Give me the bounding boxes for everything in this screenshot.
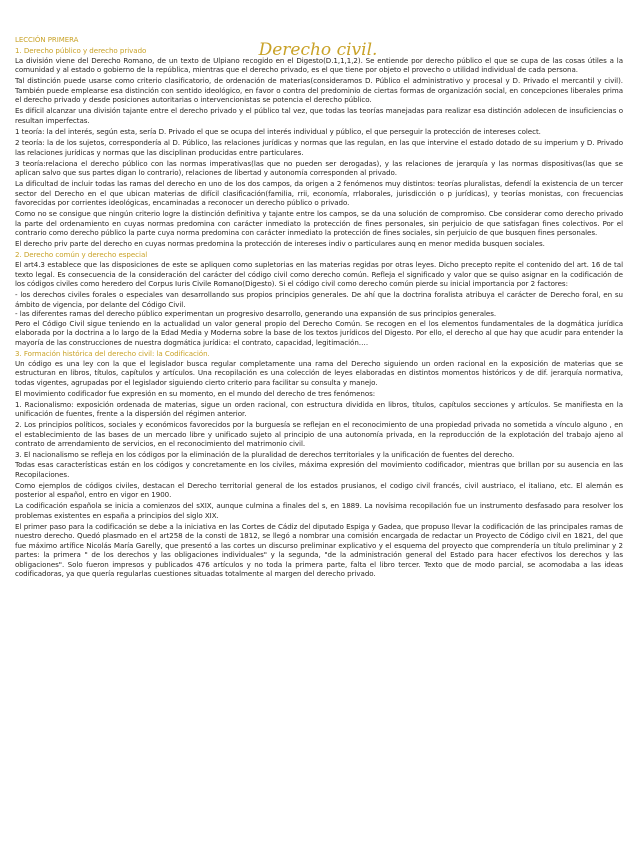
paragraph: La división viene del Derecho Romano, de un texto de Ulpiano recogido en el Digesto(D.1,1,1,2). Se entiende por derecho público el que se cupa de las cosas útiles a la comunidad y al estado o gobierno de la república, mientras que el derecho privado, es el que tiene por objeto el provecho o utilidad individual de cada persona.	[15, 55, 623, 75]
paragraph: - los derechos civiles forales o especiales van desarrollando sus propios principios generales. De ahí que la doctrina foralista atribuya el carácter de Derecho foral, en su ámbito de vigencia, por delante del Código Civil.	[15, 290, 623, 309]
lesson-heading: LECCIÓN PRIMERA	[15, 36, 79, 44]
section-heading-2: 2. Derecho común y derecho especial	[15, 250, 148, 260]
section-heading-1: 1. Derecho público y derecho privado	[15, 46, 147, 56]
paragraph: 2. Los principios políticos, sociales y económicos favorecidos por la burguesía se reflejan en el reconocimiento de una propiedad privada no sometida a vínculo alguno , en el establecimiento de las bases de un mercado libre y unificado sujeto al principio de una autonomía privada, en la reproducción de la explotación del trabajo ajeno al contrato de arrendamiento de servicios, en el reconocimiento del matrimonio civil.	[15, 420, 623, 449]
paragraph: El derecho priv parte del derecho en cuyas normas predomina la protección de intereses indiv o particulares aunq en menor medida busquen sociales.	[15, 239, 545, 249]
paragraph: El primer paso para la codificación se debe a la iniciativa en las Cortes de Cádiz del diputado Espiga y Gadea, que propuso llevar la codificación de las principales ramas de nuestro derecho. Quedó plasmado en el art258 de la consti de 1812, se llegó a nombrar una comisión encargada de redactar un Proyecto de Código civil en 1821, del que fue máximo artífice Nicolás María Garelly, que presentó a las cortes un discurso preliminar explicativo y el esquema del proyecto que comprendería un título preliminar y 2 partes: la primera " de los derechos y las obligaciones individuales" y la segunda, "de la administración general del Estado para hacer efectivos los derechos y las obligaciones". Solo fueron impresos y publicados 476 artículos y no toda la primera parte, falta el libro tercer. Texto que de modo parcial, se acomodaba a las ideas codificadoras, ya que quería regularlas cuestiones situadas totalmente al margen del derecho privado.	[15, 521, 623, 579]
paragraph: Un código es una ley con la que el legislador busca regular completamente una rama del Derecho siguiendo un orden racional en la exposición de materias que se estructuran en libros, títulos, capítulos y artículos. Una recopilación es una colección de leyes elaboradas en distintos momentos históricos y de dif. jerarquía normativa, todas vigentes, agrupadas por el legislador siguiendo cierto criterio para facilitar su consulta y manejo.	[15, 358, 623, 387]
document-title: Derecho civil.	[258, 40, 378, 60]
paragraph: 1 teoría: la del interés, según esta, sería D. Privado el que se ocupa del interés individual y público, el que perseguir la protección de intereses colect.	[15, 126, 541, 136]
paragraph: Todas esas características están en los códigos y concretamente en los civiles, máxima expresión del movimiento codificador, mientras que brillan por su ausencia en las Recopilaciones.	[15, 459, 623, 479]
paragraph: La codificación española se inicia a comienzos del sXIX, aunque culmina a finales del s, en 1889. La novísima recopilación fue un instrumento desfasado para resolver los problemas existentes en españa a principios del siglo XIX.	[15, 501, 623, 520]
section-heading-3: 3. Formación histórica del derecho civil: la Codificación.	[15, 348, 210, 358]
paragraph: El art4.3 establece que las disposiciones de este se apliquen como supletorias en las materias regidas por otras leyes. Dicho precepto repite el contenido del art. 16 de tal texto legal. Es consecuencia de la consideración del carácter del código civil como derecho común. Refleja el significado y valor que se quiso asignar en la codificación de los códigos civiles como heredero del Corpus Iuris Civile Romano(Digesto). Si el código civil como derecho común pierde su inicial importancia por 2 factores:	[15, 260, 623, 289]
paragraph: 1. Racionalismo: exposición ordenada de materias, sigue un orden racional, con estructura dividida en libros, títulos, capítulos secciones y artículos. Se manifiesta en la unificación de fuentes, frente a la dispersión del régimen anterior.	[15, 399, 623, 419]
paragraph: Pero el Código Civil sigue teniendo en la actualidad un valor general propio del Derecho Común. Se recogen en el los elementos fundamentales de la dogmática jurídica elaborada por la doctrina a lo largo de la Edad Media y Moderna sobre la base de los textos jurídicos del Digesto. Por ello, el derecho al que hay que acudir para entender la mayoría de las construcciones de nuestra dogmática jurídica: el contrato, capacidad, legitimación….	[15, 318, 623, 347]
paragraph: Tal distinción puede usarse como criterio clasificatorio, de ordenación de materias(consideramos D. Público el administrativo y procesal y D. Privado el mercantil y civil). También puede emplearse esa distinción con sentido ideológico, en favor o contra del predominio de ciertas formas de organización social, en concepciones liberales prima el derecho privado y desde posiciones autoritarias o intervencionistas se potencia el derecho público.	[15, 76, 623, 105]
paragraph: - las diferentes ramas del derecho público experimentan un progresivo desarrollo, generando una expansión de sus principios generales.	[15, 309, 497, 319]
paragraph: 3 teoría:relaciona el derecho público con las normas imperativas(las que no pueden ser derogadas), y las relaciones de jerarquía y las normas dispositivas(las que se aplican salvo que sus partes digan lo contrario), relaciones de libertad y autonomía corresponden al privado.	[15, 158, 623, 178]
paragraph: Es difícil alcanzar una división tajante entre el derecho privado y el público tal vez, que todas las teorías manejadas para realizar esa distinción adolecen de insuficiencias o resultan imperfectas.	[15, 106, 623, 125]
paragraph: Como ejemplos de códigos civiles, destacan el Derecho territorial general de los estados prusianos, el codigo civil francés, civil austriaco, el italiano, etc. El alemán es posterior al español, entro en vigor en 1900.	[15, 480, 623, 500]
document-body	[15, 36, 623, 581]
paragraph: La dificultad de incluir todas las ramas del derecho en uno de los dos campos, da origen a 2 fenómenos muy distintos: teorías pluralistas, defendí la existencia de un tercer sector del Derecho en el que ubican materias de difícil clasificación(familia, rrii, economía, rrlaborales, jurisdicción o p jurídicas), y teorías monistas, con frecuencias favorecidas por corrientes ideológicas, encaminadas a reconocer un derecho público o privado.	[15, 179, 623, 208]
paragraph: Como no se consigue que ningún criterio logre la distinción definitiva y tajante entre los campos, se da una solución de compromiso. Cbe considerar como derecho privado la parte del ordenamiento en cuyas normas predomina con carácter inmediato la protección de fines personales, sin perjuicio de que satisfagan fines colectivos. Por el contrario como derecho público la parte cuya norma predomina con carácter inmediato la protección de fines sociales, sin perjuicio de que busquen fines personales.	[15, 209, 623, 238]
paragraph: El movimiento codificador fue expresión en su momento, en el mundo del derecho de tres fenómenos:	[15, 388, 376, 398]
paragraph: 3. El nacionalismo se refleja en los códigos por la eliminación de la pluralidad de derechos territoriales y la unificación de fuentes del derecho.	[15, 450, 515, 460]
paragraph: 2 teoría: la de los sujetos, correspondería al D. Público, las relaciones jurídicas y normas que las regulan, en las que intervine el estado dotado de su imperium y D. Privado las relaciones jurídicas y normas que las disciplinan producidas entre particulares.	[15, 137, 623, 157]
